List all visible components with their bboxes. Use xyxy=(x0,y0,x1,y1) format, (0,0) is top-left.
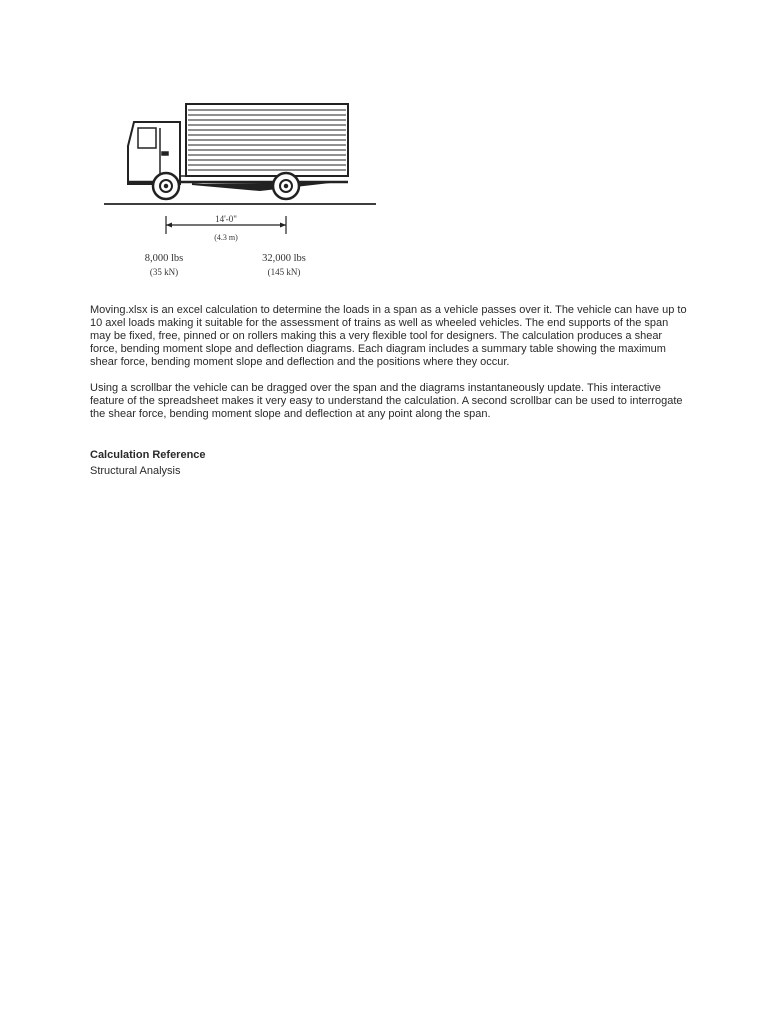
calculation-reference-value: Structural Analysis xyxy=(90,465,181,477)
truck-drawing xyxy=(104,104,376,234)
truck-illustration xyxy=(100,98,380,284)
truck-axle-load-figure xyxy=(100,98,380,284)
axle-spacing-metric-label: (4.3 m) xyxy=(214,233,238,242)
front-wheel xyxy=(153,173,179,199)
rear-wheel xyxy=(273,173,299,199)
description-section xyxy=(90,304,690,479)
description-paragraph-1: Moving.xlsx is an excel calculation to determine the loads in a span as a vehicle passes over it. The vehicle can have up to 10 axel loads making it suitable for the assessment of trains as well as wheeled vehicles. The end supports of the span may be fixed, free, pinned or on rollers making this a very flexible tool for designers. The calculation produces a shear force, bending moment slope and deflection diagrams. Each diagram includes a summary table showing the maximum shear force, bending moment slope and deflection and the positions where they occur. xyxy=(90,304,687,368)
calculation-reference-heading: Calculation Reference xyxy=(90,449,206,461)
cargo-box-ribs xyxy=(188,110,346,170)
front-axle-load-metric-label: (35 kN) xyxy=(149,267,179,277)
description-paragraph-2: Using a scrollbar the vehicle can be dragged over the span and the diagrams instantaneously update. This interactive feature of the spreadsheet makes it very easy to understand the calculation. A second scrollbar can be used to interrogate the shear force, bending moment slope and deflection at any point along the span. xyxy=(90,382,683,420)
cab-window xyxy=(138,128,156,148)
front-axle-load-label: 8,000 lbs xyxy=(144,253,184,264)
axle-spacing-label: 14'-0" xyxy=(215,214,237,224)
rear-axle-load-metric-label: (145 kN) xyxy=(267,267,301,277)
rear-axle-load-label: 32,000 lbs xyxy=(262,253,306,264)
